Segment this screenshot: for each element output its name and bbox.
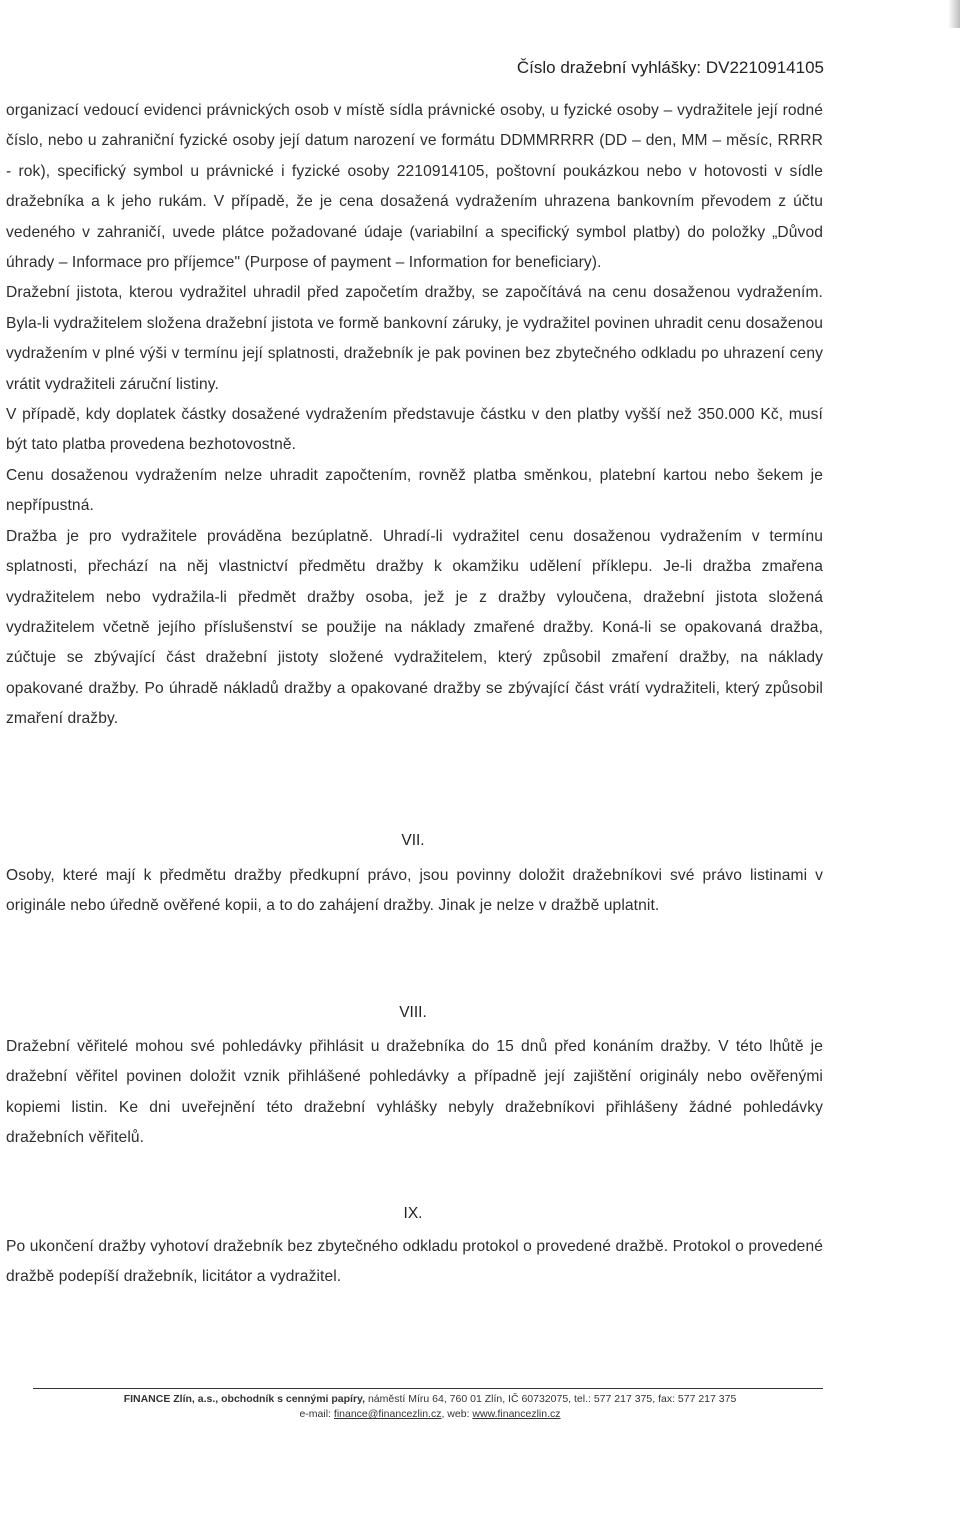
scan-edge-mark [948,0,960,28]
section-9-number: IX. [403,1205,423,1222]
footer-line-2 [30,1408,830,1420]
section-7-number: VII. [401,832,425,849]
paragraph-creditors-claims: Dražební věřitelé mohou své pohledávky přihlásit u dražebníka do 15 dnů před konáním dražby. V této lhůtě je dražební věřitel povinen doložit vznik přihlášené pohledávky a případně její zajištění originály nebo ověřenými kopiemi listin. Ke dni uveřejnění této dražební vyhlášky nebyly dražebníkovi přihlášeny žádné pohledávky dražebních věřitelů. [6,1038,823,1147]
paragraph-protocol: Po ukončení dražby vyhotoví dražebník bez zbytečného odkladu protokol o provedené dražbě. Protokol o provedené dražbě podepíší dražebník, licitátor a vydražitel. [6,1238,823,1286]
footer-web-label: , web: [441,1408,473,1420]
section-9-body [6,1232,823,1293]
footer-divider [33,1388,823,1389]
section-8-body [6,1032,823,1154]
footer-address: náměstí Míru 64, 760 01 Zlín, IČ 60732075, tel.: 577 217 375, fax: 577 217 375 [365,1393,737,1405]
footer-web-link[interactable]: www.financezlin.cz [472,1408,561,1420]
paragraph-auction-deposit: Dražební jistota, kterou vydražitel uhradil před započetím dražby, se započítává na cenu dosaženou vydražením. Byla-li vydražitelem složena dražební jistota ve formě bankovní záruky, je vydražitel povinen uhradit cenu dosaženou vydražením v plné výši v termínu její splatnosti, dražebník je pak povinen bez zbytečného odkladu po uhrazení ceny vrátit vydražiteli záruční listiny. [6,284,823,393]
footer-company: FINANCE Zlín, a.s., obchodník s cennými papíry, [123,1393,366,1405]
paragraph-payment-details: organizací vedoucí evidenci právnických osob v místě sídla právnické osoby, u fyzické osoby – vydražitele její rodné číslo, nebo u zahraniční fyzické osoby její datum narození ve formátu DDMMRRRR (DD – den, MM – měsíc, RRRR - rok), specifický symbol u právnické i fyzické osoby 2210914105, poštovní poukázkou nebo v hotovosti v sídle dražebníka a k jeho rukám. V případě, že je cena dosažená vydražením uhrazena bankovním převodem z účtu vedeného v zahraničí, uvede plátce požadované údaje (variabilní a specifický symbol platby) do položky „Důvod úhrady – Informace pro příjemce" (Purpose of payment – Information for beneficiary). [6,102,823,272]
auction-number-header: Číslo dražební vyhlášky: DV2210914105 [516,58,824,77]
paragraph-free-of-charge: Dražba je pro vydražitele prováděna bezúplatně. Uhradí-li vydražitel cenu dosaženou vydražením v termínu splatnosti, přechází na něj vlastnictví předmětu dražby k okamžiku udělení příklepu. Je-li dražba zmařena vydražitelem nebo vydražila-li předmět dražby osoba, jež je z dražby vyloučena, dražební jistota složená vydražitelem včetně jejího příslušenství se použije na náklady zmařené dražby. Koná-li se opakovaná dražba, zúčtuje se zbývající část dražební jistoty složené vydražitelem, který způsobil zmaření dražby, na náklady opakované dražby. Po úhradě nákladů dražby a opakované dražby se zbývající část vrátí vydražiteli, který způsobil zmaření dražby. [6,527,823,728]
footer-line-1 [30,1393,830,1405]
section-6-continued [6,96,823,735]
paragraph-offset-payment: Cenu dosaženou vydražením nelze uhradit započtením, rovněž platba směnkou, platební kartou nebo šekem je nepřípustná. [6,466,823,515]
paragraph-cash-limit: V případě, kdy doplatek částky dosažené vydražením představuje částku v den platby vyšší než 350.000 Kč, musí být tato platba provedena bezhotovostně. [6,406,823,454]
paragraph-preemption-right: Osoby, které mají k předmětu dražby předkupní právo, jsou povinny doložit dražebníkovi své právo listinami v originále nebo úředně ověřené kopii, a to do zahájení dražby. Jinak je nelze v dražbě uplatnit. [6,867,823,915]
footer-email-label: e-mail: [299,1408,334,1420]
footer-email-link[interactable]: finance@financezlin.cz [333,1408,442,1420]
section-8-number: VIII. [399,1004,427,1021]
section-7-body [6,861,823,922]
